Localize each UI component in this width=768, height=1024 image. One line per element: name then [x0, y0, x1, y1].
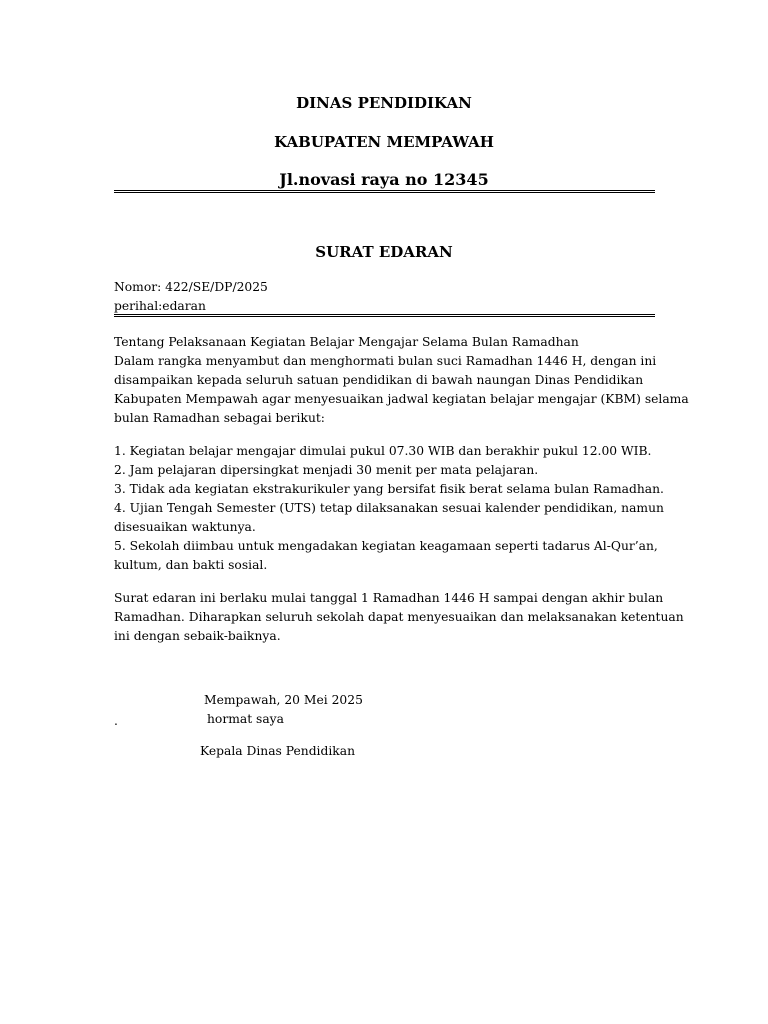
header-regency: KABUPATEN MEMPAWAH: [274, 133, 494, 151]
closing-line: ini dengan sebaik-baiknya.: [114, 629, 281, 643]
intro-line: Dalam rangka menyambut dan menghormati bulan suci Ramadhan 1446 H, dengan ini: [114, 354, 657, 368]
intro-paragraph: [114, 333, 689, 428]
signature-role: Kepala Dinas Pendidikan: [200, 744, 356, 758]
closing-paragraph: [114, 589, 684, 646]
header-divider: [114, 190, 655, 193]
meta-divider: [114, 314, 655, 317]
list-item: 5. Sekolah diimbau untuk mengadakan kegiatan keagamaan seperti tadarus Al-Qur’an,: [114, 539, 658, 553]
letter-title: SURAT EDARAN: [315, 243, 453, 261]
signature-place-date: Mempawah, 20 Mei 2025: [204, 693, 363, 707]
list-item: 2. Jam pelajaran dipersingkat menjadi 30 menit per mata pelajaran.: [114, 463, 539, 477]
list-item: disesuaikan waktunya.: [114, 520, 256, 534]
list-item: 3. Tidak ada kegiatan ekstrakurikuler yang bersifat fisik berat selama bulan Ramadhan.: [114, 482, 664, 496]
intro-line: Kabupaten Mempawah agar menyesuaikan jadwal kegiatan belajar mengajar (KBM) selama: [114, 392, 689, 406]
list-item: kultum, dan bakti sosial.: [114, 558, 268, 572]
header-address: Jl.novasi raya no 12345: [279, 170, 489, 189]
list-item: 4. Ujian Tengah Semester (UTS) tetap dilaksanakan sesuai kalender pendidikan, namun: [114, 501, 664, 515]
intro-line: disampaikan kepada seluruh satuan pendidikan di bawah naungan Dinas Pendidikan: [114, 373, 644, 387]
list-item: 1. Kegiatan belajar mengajar dimulai pukul 07.30 WIB dan berakhir pukul 12.00 WIB.: [114, 444, 652, 458]
intro-line: bulan Ramadhan sebagai berikut:: [114, 411, 325, 425]
letter-subject: perihal:edaran: [114, 299, 206, 313]
letter-meta: [114, 278, 659, 316]
closing-line: Surat edaran ini berlaku mulai tanggal 1 Ramadhan 1446 H sampai dengan akhir bulan: [114, 591, 664, 605]
intro-line: Tentang Pelaksanaan Kegiatan Belajar Mengajar Selama Bulan Ramadhan: [114, 335, 579, 349]
signature-dot: .: [114, 714, 118, 728]
closing-line: Ramadhan. Diharapkan seluruh sekolah dapat menyesuaikan dan melaksanakan ketentuan: [114, 610, 684, 624]
provisions-list: [114, 442, 664, 575]
letter-number: Nomor: 422/SE/DP/2025: [114, 280, 268, 294]
signature-regards: hormat saya: [207, 712, 284, 726]
header-agency: DINAS PENDIDIKAN: [296, 94, 472, 112]
